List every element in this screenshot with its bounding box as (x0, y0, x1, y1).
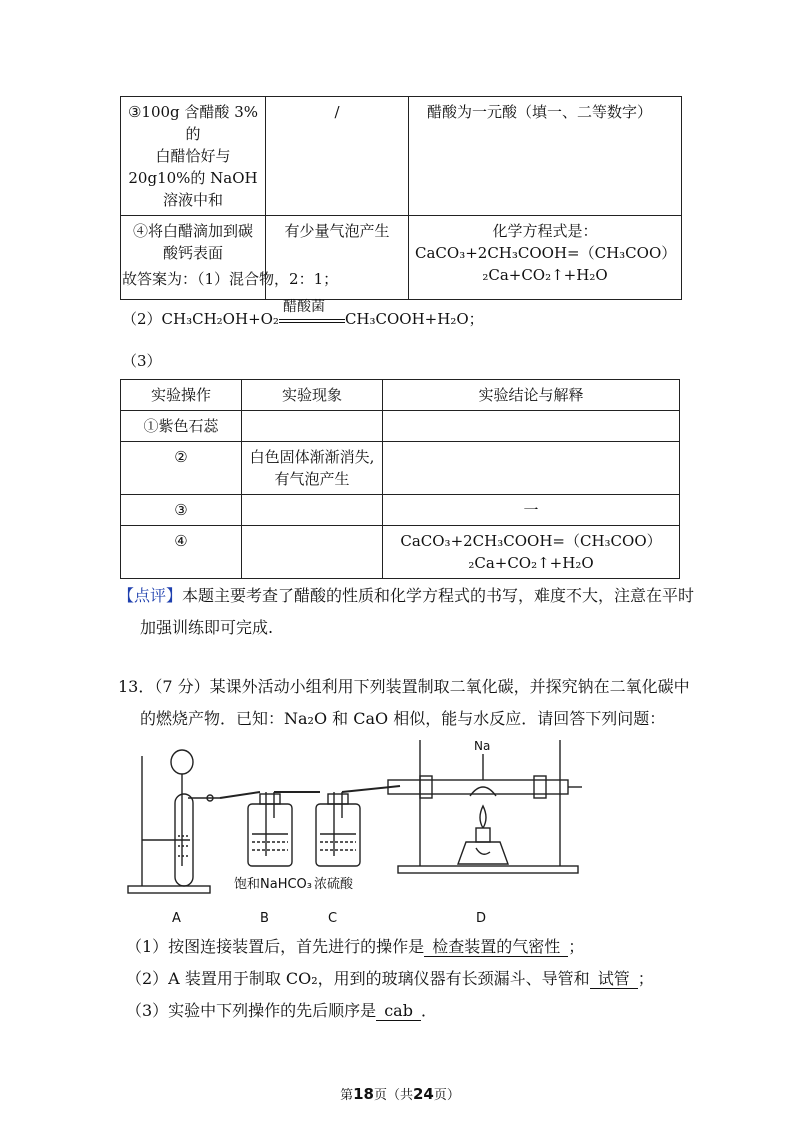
op-cell: ①紫色石蕊 (121, 411, 242, 442)
sub-question-suffix: ； (568, 937, 585, 956)
conclusion-cell: 醋酸为一元酸（填一、二等数字） (409, 97, 682, 216)
bottle-b (248, 804, 292, 866)
phenomenon-cell (242, 411, 383, 442)
question-line: 的燃烧产物．已知：Na₂O 和 CaO 相似，能与水反应．请回答下列问题： (140, 709, 666, 728)
answer-part2 (122, 299, 484, 330)
table-header-row (121, 380, 680, 411)
op-line: 20g10%的 NaOH (128, 169, 258, 187)
sub-question-text: （2）A 装置用于制取 CO₂，用到的玻璃仪器有长颈漏斗、导管和 (126, 969, 590, 988)
footer-text: 页） (433, 1088, 460, 1103)
op-cell: ② (121, 442, 242, 495)
sub-question (126, 968, 654, 990)
question-line: 13．（7 分）某课外活动小组利用下列装置制取二氧化碳，并探究钠在二氧化碳中 (118, 677, 690, 696)
op-line: 酸钙表面 (162, 244, 223, 262)
answer-intro: 故答案为：（1）混合物，2：1； (122, 270, 339, 288)
table-row (121, 411, 680, 442)
equation-line: CaCO₃+2CH₃COOH=（CH₃COO） (415, 244, 677, 262)
op-cell (121, 97, 266, 216)
op-line: 溶液中和 (162, 191, 223, 209)
comment-line (118, 585, 694, 607)
answer-blank: 检查装置的气密性 (424, 938, 568, 957)
answer-blank: cab (376, 1002, 421, 1021)
table-row (121, 495, 680, 526)
table-row (121, 442, 680, 495)
phenomenon-cell: 有少量气泡产生 (266, 216, 409, 300)
comment-text: 本题主要考查了醋酸的性质和化学方程式的书写，难度不大，注意在平时 (182, 586, 695, 605)
equation-line: ₂Ca+CO₂↑+H₂O (482, 266, 608, 284)
table-row (121, 97, 682, 216)
sub-question (126, 1000, 437, 1022)
sodium-label: Na (474, 739, 491, 753)
label-d: D (476, 911, 487, 926)
bottle-c (316, 804, 360, 866)
equals-line (279, 322, 345, 323)
op-line: 白醋恰好与 (155, 147, 231, 165)
footer-text: 第 (340, 1088, 354, 1103)
answer-blank: 试管 (590, 970, 638, 989)
header-cell: 实验操作 (121, 380, 242, 411)
thistle-funnel (171, 750, 193, 774)
conclusion-cell (409, 216, 682, 300)
phenomenon-cell (242, 495, 383, 526)
page-number: 18 (353, 1085, 374, 1103)
combustion-tube (388, 780, 568, 794)
answer-part3-label: （3） (122, 352, 162, 370)
condition-text: 醋酸菌 (282, 299, 325, 315)
op-cell: ③ (121, 495, 242, 526)
equation-line: CaCO₃+2CH₃COOH=（CH₃COO） (400, 532, 662, 550)
alcohol-lamp (458, 842, 508, 864)
conclusion-line: 化学方程式是： (492, 222, 598, 240)
op-line: ④将白醋滴加到碳 (132, 222, 253, 240)
sub-question (126, 936, 584, 958)
conclusion-cell (383, 411, 680, 442)
sub-question-suffix: ． (420, 1001, 437, 1020)
phenomenon-cell (242, 442, 383, 495)
equation-reactants: （2）CH₃CH₂OH+O₂ (122, 310, 279, 328)
sub-question-text: （3）实验中下列操作的先后顺序是 (126, 1001, 377, 1020)
page-footer (0, 1084, 800, 1103)
phenomenon-cell: / (266, 97, 409, 216)
footer-text: 页（共 (373, 1088, 413, 1103)
sub-question-suffix: ； (637, 969, 654, 988)
sub-question-text: （1）按图连接装置后，首先进行的操作是 (126, 937, 425, 956)
apparatus-figure (120, 736, 590, 928)
stand-base-d (398, 866, 578, 873)
op-line: ③100g 含醋酸 3%的 (127, 103, 258, 143)
header-cell: 实验现象 (242, 380, 383, 411)
comment-line: 加强训练即可完成. (140, 618, 274, 637)
label-c: C (328, 911, 338, 926)
total-pages: 24 (413, 1085, 434, 1103)
equation-line: ₂Ca+CO₂↑+H₂O (468, 554, 594, 572)
phenomenon-line: 有气泡产生 (274, 470, 350, 488)
label-a: A (172, 911, 181, 926)
op-cell: ④ (121, 526, 242, 579)
answer-table (120, 379, 680, 579)
bottle-b-label: 饱和NaHCO₃ (234, 877, 312, 892)
reaction-condition (279, 299, 345, 330)
phenomenon-cell (242, 526, 383, 579)
conclusion-cell (383, 526, 680, 579)
header-cell: 实验结论与解释 (383, 380, 680, 411)
conclusion-cell (383, 442, 680, 495)
comment-tag: 【点评】 (118, 586, 183, 605)
stand-base (128, 886, 210, 893)
table-row (121, 526, 680, 579)
conclusion-cell: 一 (383, 495, 680, 526)
equals-line (279, 319, 345, 320)
bottle-c-label: 浓硫酸 (314, 877, 354, 892)
equation-products: CH₃COOH+H₂O； (344, 310, 484, 328)
phenomenon-line: 白色固体渐渐消失, (249, 448, 375, 466)
label-b: B (260, 911, 269, 926)
